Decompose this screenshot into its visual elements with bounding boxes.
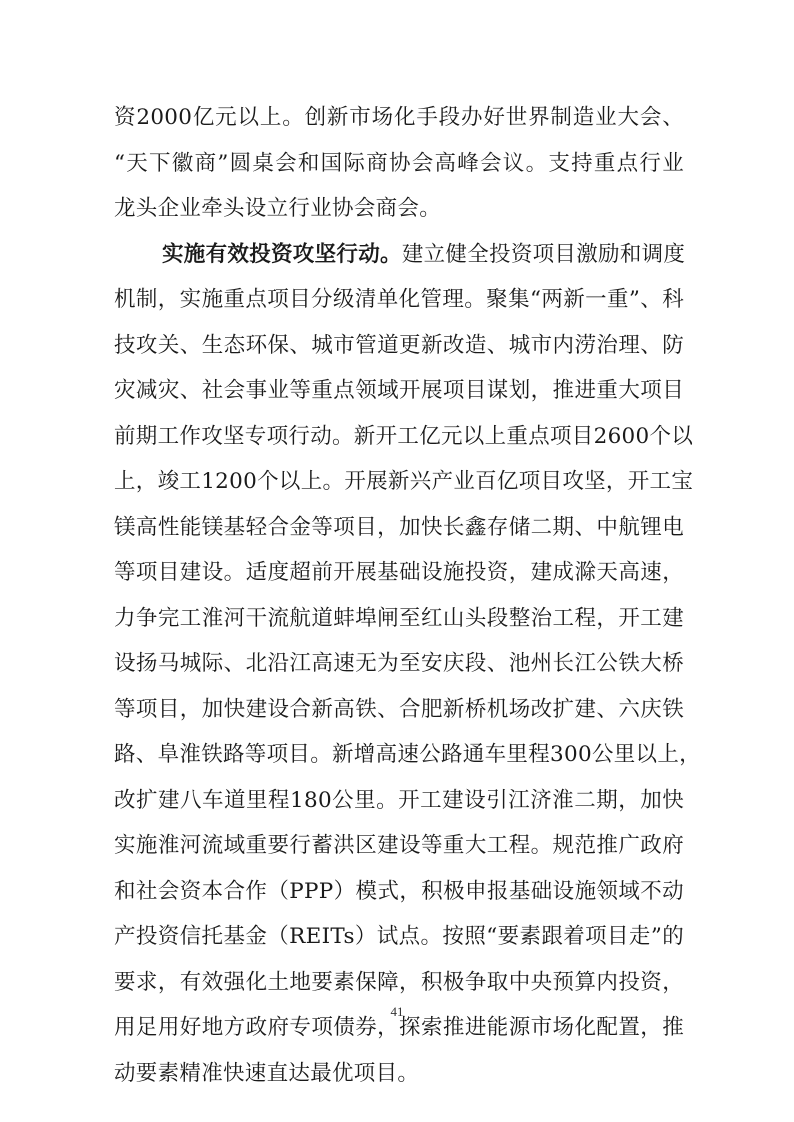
text-line: 灾减灾、社会事业等重点领域开展项目谋划，推进重大项目 — [114, 378, 684, 403]
text-line: 力争完工淮河干流航道蚌埠闸至红山头段整治工程，开工建 — [114, 605, 684, 631]
text-line: 用足用好地方政府专项债券，探索推进能源市场化配置，推 — [114, 1015, 684, 1040]
text-line: 要求，有效强化土地要素保障，积极争取中央预算内投资， — [114, 969, 684, 995]
text-line: 等项目建设。适度超前开展基础设施投资，建成滁天高速， — [114, 560, 684, 585]
text-line: 机制，实施重点项目分级清单化管理。聚集“两新一重”、科 — [114, 287, 684, 312]
text-line: 改扩建八车道里程180公里。开工建设引江济淮二期，加快 — [114, 787, 684, 813]
text-line: 技攻关、生态环保、城市管道更新改造、城市内涝治理、防 — [114, 332, 684, 358]
text-line: 和社会资本合作（PPP）模式，积极申报基础设施领域不动 — [114, 878, 684, 904]
text-line: 实施淮河流域重要行蓄洪区建设等重大工程。规范推广政府 — [114, 833, 684, 858]
text-line: 路、阜淮铁路等项目。新增高速公路通车里程300公里以上， — [114, 742, 701, 767]
text-line: 建立健全投资项目激励和调度 — [401, 241, 686, 267]
text-line: 镁高性能镁基轻合金等项目，加快长鑫存储二期、中航锂电 — [114, 514, 684, 540]
text-line: “天下徽商”圆桌会和国际商协会高峰会议。支持重点行业 — [114, 150, 684, 176]
text-line: 设扬马城际、北沿江高速无为至安庆段、池州长江公铁大桥 — [114, 651, 684, 676]
body-text — [114, 95, 701, 1096]
text-line: 前期工作攻坚专项行动。新开工亿元以上重点项目2600个以 — [114, 423, 694, 449]
section-heading: 实施有效投资攻坚行动。 — [162, 241, 402, 267]
paragraph-first-line — [114, 232, 684, 278]
text-line: 动要素精准快速直达最优项目。 — [114, 1060, 420, 1086]
page-number: 41 — [390, 1004, 404, 1019]
text-line: 产投资信托基金（REITs）试点。按照“要素跟着项目走”的 — [114, 924, 684, 949]
text-line: 龙头企业牵头设立行业协会商会。 — [114, 196, 442, 221]
text-line: 等项目，加快建设合新高铁、合肥新桥机场改扩建、六庆铁 — [114, 696, 684, 722]
text-line: 资2000亿元以上。创新市场化手段办好世界制造业大会、 — [114, 105, 684, 130]
text-line: 上，竣工1200个以上。开展新兴产业百亿项目攻坚，开工宝 — [114, 469, 694, 494]
